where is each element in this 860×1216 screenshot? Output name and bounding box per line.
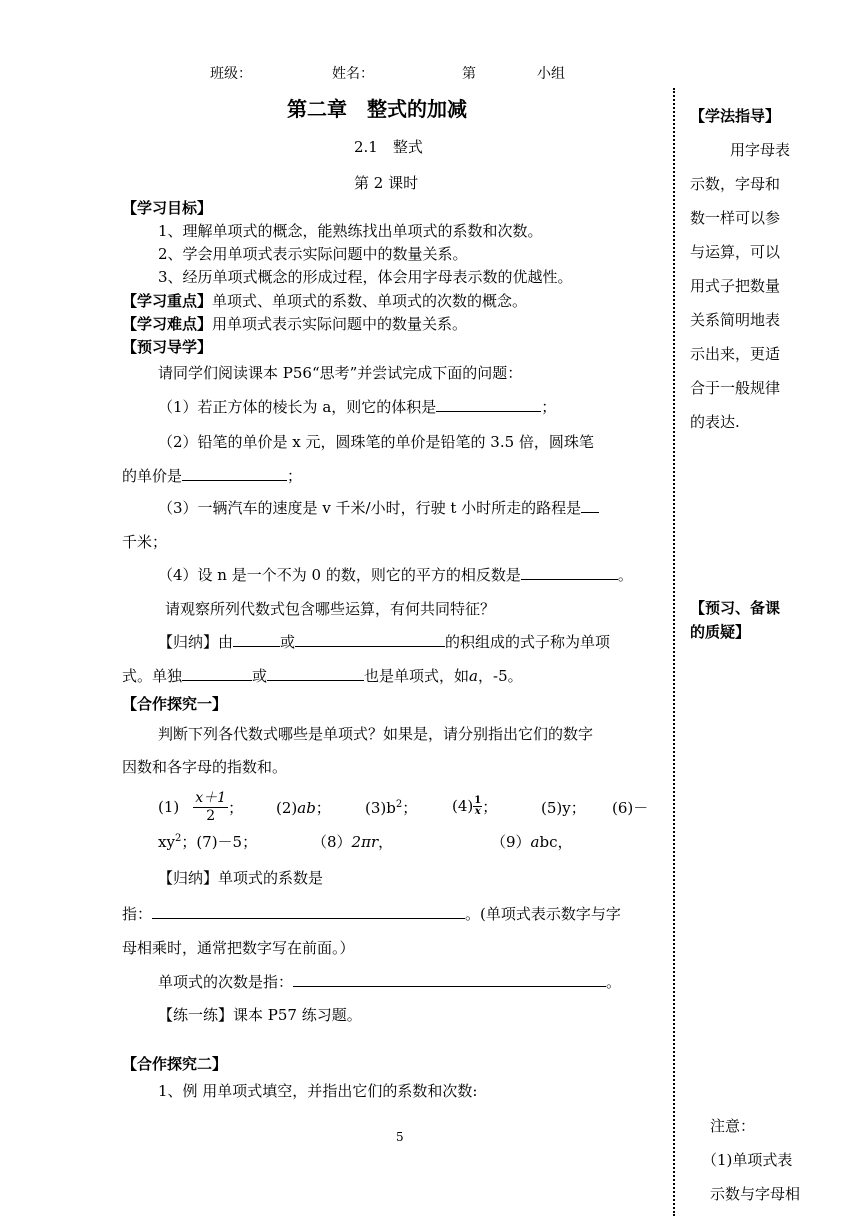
sidebar — [690, 0, 860, 1216]
goal-1: 1、理解单项式的概念，能熟练找出单项式的系数和次数。 — [158, 222, 543, 240]
key-text: 单项式、单项式的系数、单项式的次数的概念。 — [212, 292, 528, 310]
lesson-title: 第 2 课时 — [354, 174, 419, 192]
summary-2c: 母相乘时，通常把数字写在前面。） — [122, 939, 355, 957]
question-4: （4）设 n 是一个不为 0 的数，则它的平方的相反数是 。 — [158, 566, 633, 584]
blank-8 — [267, 665, 364, 681]
summary-1b: 式。单独 或 也是单项式，如a，-5。 — [122, 667, 523, 685]
section-title: 2.1 整式 — [354, 138, 423, 156]
observe-text: 请观察所列代数式包含哪些运算，有何共同特征？ — [165, 600, 496, 618]
coop2-label: 【合作探究二】 — [122, 1055, 228, 1073]
diff-label: 【学习难点】 — [122, 315, 213, 333]
guide-line: 关系简明地表 — [690, 311, 781, 329]
guide-line: 合于一般规律 — [690, 379, 781, 397]
blank-1 — [436, 396, 541, 412]
blank-4 — [521, 564, 618, 580]
guide-line: 示数，字母和 — [690, 175, 781, 193]
guide-line: 与运算，可以 — [690, 243, 781, 261]
guide-line: 数一样可以参 — [690, 209, 781, 227]
page-number: 5 — [396, 1130, 404, 1144]
guide-label: 【学法指导】 — [690, 107, 781, 125]
diff-text: 用单项式表示实际问题中的数量关系。 — [212, 315, 468, 333]
question-3b: 千米； — [122, 533, 168, 551]
question-1: （1）若正方体的棱长为 a，则它的体积是 ； — [158, 398, 557, 416]
fraction-1-over-x: $\frac{1}{x}$ — [474, 794, 482, 817]
question-2b: 的单价是 ； — [122, 467, 303, 485]
blank-2 — [182, 465, 287, 481]
guide-line: 用字母表 — [730, 141, 791, 159]
blank-6 — [295, 631, 445, 647]
expr-2: (2)ab； — [276, 799, 331, 817]
header-group-post: 小组 — [537, 66, 565, 82]
column-divider — [673, 88, 675, 1216]
coop1-label: 【合作探究一】 — [122, 695, 228, 713]
difficulty — [122, 313, 467, 334]
coop2-text: 1、例 用单项式填空，并指出它们的系数和次数: — [158, 1082, 478, 1100]
guide-line: 用式子把数量 — [690, 277, 781, 295]
preview-label: 【预习导学】 — [122, 338, 213, 356]
practice: 【练一练】课本 P57 练习题。 — [158, 1006, 362, 1024]
goal-3: 3、经历单项式概念的形成过程，体会用字母表示数的优越性。 — [158, 268, 573, 286]
fraction-x-plus-1-over-2: $\frac{x+1}{2}$ — [195, 789, 227, 824]
expr-1: (1) $\frac{x+1}{2}$ ； — [158, 789, 244, 824]
blank-9 — [152, 903, 465, 919]
expr-6: (6)－ — [612, 799, 649, 817]
question-label: 【预习、备课 — [690, 599, 781, 617]
preview-intro: 请同学们阅读课本 P56“思考”并尝试完成下面的问题： — [158, 364, 523, 382]
expr-6b-7: $xy^2$；(7)－5； — [158, 833, 258, 851]
coop1-text-b: 因数和各字母的指数和。 — [122, 758, 288, 776]
note-line: （1)单项式表 — [702, 1151, 793, 1169]
header-group-pre: 第 — [462, 66, 476, 82]
blank-3 — [581, 497, 599, 513]
blank-7 — [182, 665, 252, 681]
coop1-text-a: 判断下列各代数式哪些是单项式？如果是，请分别指出它们的数字 — [158, 725, 594, 743]
degree-def: 单项式的次数是指： 。 — [158, 973, 622, 991]
expr-3: $(3)b^2$； — [365, 799, 418, 817]
summary-2a: 【归纳】单项式的系数是 — [158, 869, 324, 887]
goals-label: 【学习目标】 — [122, 199, 213, 217]
blank-5 — [233, 631, 280, 647]
expr-5: (5)y； — [541, 799, 586, 817]
key-label: 【学习重点】 — [122, 292, 213, 310]
guide-line: 示出来，更适 — [690, 345, 781, 363]
header-class: 班级： — [210, 66, 252, 82]
note-label: 注意： — [710, 1117, 756, 1135]
blank-10 — [293, 971, 606, 987]
page-title: 第二章 整式的加减 — [287, 97, 467, 121]
summary-1a: 【归纳】由 或 的积组成的式子称为单项 — [158, 633, 611, 651]
question-label: 的质疑】 — [690, 623, 751, 641]
note-line: 示数与字母相 — [710, 1185, 801, 1203]
header-name: 姓名： — [332, 66, 374, 82]
question-2a: （2）铅笔的单价是 x 元，圆珠笔的单价是铅笔的 3.5 倍，圆珠笔 — [158, 433, 594, 451]
guide-line: 的表达. — [690, 413, 740, 431]
key-point — [122, 290, 527, 311]
summary-2b: 指： 。(单项式表示数字与字 — [122, 905, 621, 923]
goal-2: 2、学会用单项式表示实际问题中的数量关系。 — [158, 245, 468, 263]
expr-9: （9）abc， — [491, 833, 573, 851]
expr-8: （8）2πr， — [312, 833, 394, 851]
expr-4: (4) $\frac{1}{x}$ ； — [452, 794, 498, 817]
question-3a: （3）一辆汽车的速度是 v 千米/小时，行驶 t 小时所走的路程是 — [158, 497, 599, 518]
